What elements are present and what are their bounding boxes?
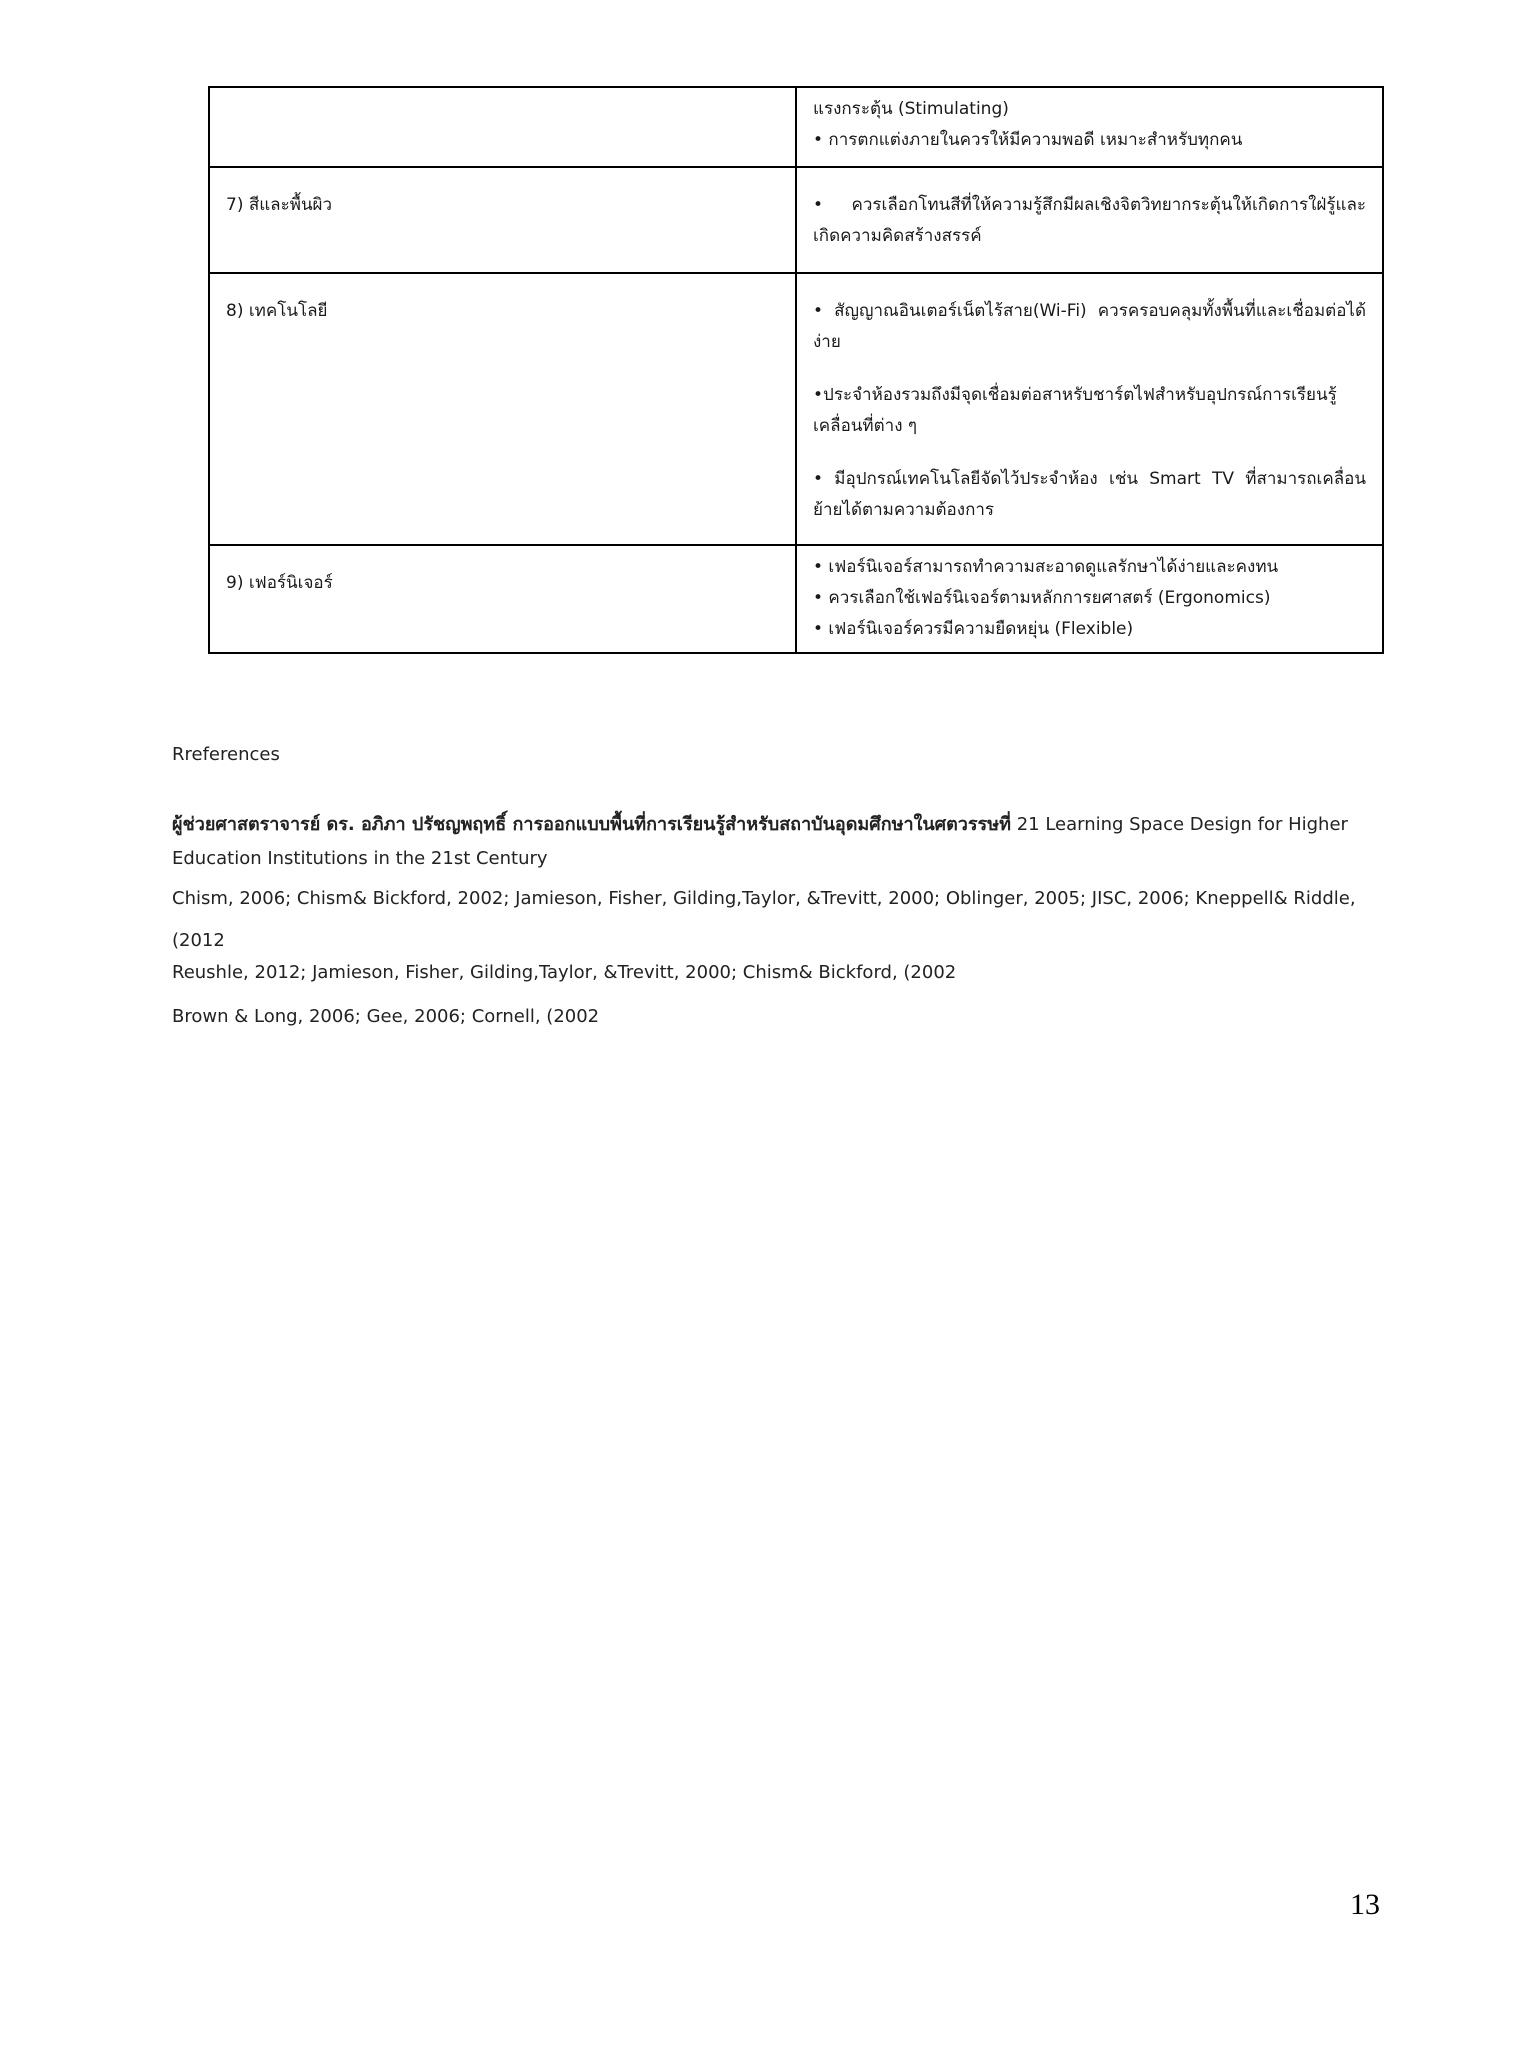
table-cell-description [796,545,1383,653]
description-paragraph: •ประจำห้องรวมถึงมีจุดเชื่อมต่อสาหรับชาร์ตไฟสำหรับอุปกรณ์การเรียนรู้เคลื่อนที่ต่าง ๆ [813,385,1337,436]
description-line: แรงกระตุ้น (Stimulating) [813,99,1009,119]
description-line: • เฟอร์นิเจอร์ควรมีความยืดหยุ่น (Flexible) [813,619,1134,639]
reference-english-title: 21 Learning Space Design for Higher Education Institutions in the 21st Century [172,814,1348,869]
table-cell-label: 9) เฟอร์นิเจอร์ [209,545,796,653]
description-line: • ควรเลือกใช้เฟอร์นิเจอร์ตามหลักการยศาสตร์ (Ergonomics) [813,588,1271,608]
description-line: • เฟอร์นิเจอร์สามารถทำความสะอาดดูแลรักษาได้ง่ายและคงทน [813,557,1279,577]
table-cell-description [796,87,1383,167]
criteria-table [208,86,1384,654]
table-row [209,167,1383,273]
table-row [209,545,1383,653]
reference-author-title: ผู้ช่วยศาสตราจารย์ ดร. อภิภา ปรัชญพฤทธิ์ การออกแบบพื้นที่การเรียนรู้สำหรับสถาบันอุดมศึกษาในศตวรรษที่ [172,814,1011,835]
reference-entry: Reushle, 2012; Jamieson, Fisher, Gilding,Taylor, &Trevitt, 2000; Chism& Bickford, (2002 [172,962,957,983]
table-cell-label [209,87,796,167]
table-cell-label: 8) เทคโนโลยี [209,273,796,545]
description-paragraph: • สัญญาณอินเตอร์เน็ตไร้สาย(Wi-Fi) ควรครอบคลุมทั้งพื้นที่และเชื่อมต่อได้ง่าย [813,301,1366,352]
table-cell-description [796,167,1383,273]
description-paragraph: • ควรเลือกโทนสีที่ให้ความรู้สึกมีผลเชิงจิตวิทยากระตุ้นให้เกิดการใฝ่รู้และเกิดความคิดสร้างสรรค์ [813,195,1366,246]
table-row [209,273,1383,545]
table-cell-description [796,273,1383,545]
description-line: • การตกแต่งภายในควรให้มีความพอดี เหมาะสำหรับทุกคน [813,130,1243,150]
reference-entry: Brown & Long, 2006; Gee, 2006; Cornell, (2002 [172,1006,600,1027]
references-heading: Rreferences [172,744,280,765]
page-number: 13 [1350,1888,1380,1921]
table-cell-label: 7) สีและพื้นผิว [209,167,796,273]
description-paragraph: • มีอุปกรณ์เทคโนโลยีจัดไว้ประจำห้อง เช่น Smart TV ที่สามารถเคลื่อนย้ายได้ตามความต้องการ [813,469,1366,520]
table-row [209,87,1383,167]
reference-entry: Chism, 2006; Chism& Bickford, 2002; Jamieson, Fisher, Gilding,Taylor, &Trevitt, 2000; Oblinger, 2005; JISC, 2006; Kneppell& Riddle, (2012 [172,888,1356,951]
reference-entry [172,808,1362,876]
